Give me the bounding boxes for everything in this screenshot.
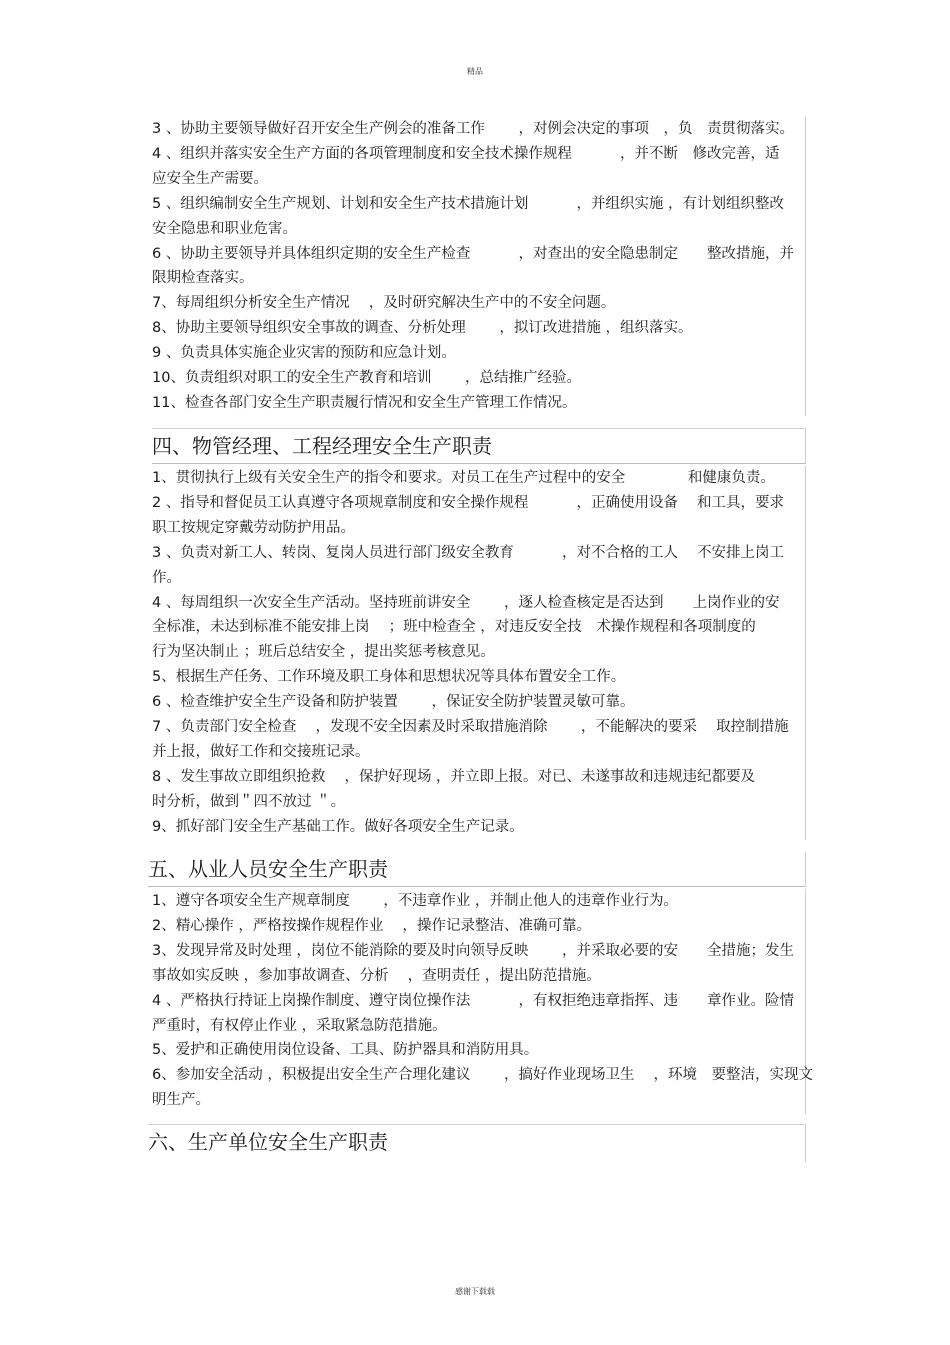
list-item: 8 、发生事故立即组织抢救 ，保护好现场 ，并立即上报。对已、未遂事故和违规违纪都要及 bbox=[152, 768, 756, 785]
list-item: 9、抓好部门安全生产基础工作。做好各项安全生产记录。 bbox=[152, 818, 524, 835]
list-item: 1、遵守各项安全生产规章制度 ，不违章作业 ，并制止他人的违章作业行为。 bbox=[152, 893, 678, 909]
list-item: 1、贯彻执行上级有关安全生产的指令和要求。对员工在生产过程中的安全 和健康负责。 bbox=[152, 470, 775, 486]
list-item: 职工按规定穿戴劳动防护用品。 bbox=[152, 519, 355, 536]
list-item: 安全隐患和职业危害。 bbox=[152, 220, 297, 237]
list-item: 4 、严格执行持证上岗操作制度、遵守岗位操作法 ，有权拒绝违章指挥、违 章作业。险情 bbox=[152, 992, 794, 1009]
list-item: 2、精心操作 ，严格按操作规程作业 ，操作记录整洁、准确可靠。 bbox=[152, 917, 591, 934]
list-item: 限期检查落实。 bbox=[152, 270, 254, 287]
list-item: 11、检查各部门安全生产职责履行情况和安全生产管理工作情况。 bbox=[152, 394, 577, 411]
list-item: 4 、每周组织一次安全生产活动。坚持班前讲安全 ，逐人检查核定是否达到 上岗作业的安 bbox=[152, 594, 780, 611]
list-item: 5、爱护和正确使用岗位设备、工具、防护器具和消防用具。 bbox=[152, 1042, 539, 1059]
list-item: 5、根据生产任务、工作环境及职工身体和思想状况等具体布置安全工作。 bbox=[152, 669, 626, 686]
list-item: 3 、协助主要领导做好召开安全生产例会的准备工作 ，对例会决定的事项 ，负 责贯彻落实。 bbox=[152, 121, 794, 137]
list-item: 并上报，做好工作和交接班记录。 bbox=[152, 743, 370, 760]
duties-block-1 bbox=[152, 117, 806, 416]
list-item: 5 、组织编制安全生产规划、计划和安全生产技术措施计划 ，并组织实施 ，有计划组织整改 bbox=[152, 195, 785, 212]
list-item: 8、协助主要领导组织安全事故的调查、分析处理 ，拟订改进措施 ，组织落实。 bbox=[152, 320, 693, 337]
list-item: 3、发现异常及时处理 ，岗位不能消除的要及时向领导反映 ，并采取必要的安 全措施；发生 bbox=[152, 942, 794, 959]
list-item: 6、参加安全活动 ，积极提出安全生产合理化建议 ，搞好作业现场卫生 ，环境 要整洁，实现文 bbox=[152, 1067, 814, 1084]
list-item: 行为坚决制止 ；班后总结安全 ，提出奖惩考核意见。 bbox=[152, 644, 495, 661]
list-item: 4 、组织并落实安全生产方面的各项管理制度和安全技术操作规程 ，并不断 修改完善，适 bbox=[152, 145, 780, 162]
list-item: 7、每周组织分析安全生产情况 ，及时研究解决生产中的不安全问题。 bbox=[152, 295, 616, 312]
duties-block-4 bbox=[152, 466, 806, 840]
list-item: 事故如实反映 ，参加事故调查、分析 ，查明责任 ，提出防范措施。 bbox=[152, 967, 601, 984]
list-item: 严重时，有权停止作业 ，采取紧急防范措施。 bbox=[152, 1017, 447, 1034]
list-item: 6 、检查维护安全生产设备和防护装置 ，保证安全防护装置灵敏可靠。 bbox=[152, 694, 635, 711]
section-6-title: 六、生产单位安全生产职责 bbox=[148, 1124, 806, 1162]
list-item: 作。 bbox=[152, 569, 181, 586]
duties-block-5 bbox=[152, 889, 814, 1114]
section-4-title: 四、物管经理、工程经理安全生产职责 bbox=[152, 428, 806, 464]
section-5-title: 五、从业人员安全生产职责 bbox=[148, 852, 806, 887]
list-item: 时分析，做到＂四不放过 ＂。 bbox=[152, 793, 346, 810]
list-item: 全标准，未达到标准不能安排上岗 ；班中检查全 ，对违反安全技 术操作规程和各项制度的 bbox=[152, 619, 756, 636]
list-item: 2 、指导和督促员工认真遵守各项规章制度和安全操作规程 ，正确使用设备 和工具，要求 bbox=[152, 494, 785, 511]
list-item: 10、负责组织对职工的安全生产教育和培训 ，总结推广经验。 bbox=[152, 370, 582, 387]
list-item: 应安全生产需要。 bbox=[152, 170, 268, 187]
list-item: 9 、负责具体实施企业灾害的预防和应急计划。 bbox=[152, 345, 456, 362]
list-item: 3 、负责对新工人、转岗、复岗人员进行部门级安全教育 ，对不合格的工人 不安排上岗工 bbox=[152, 544, 785, 561]
list-item: 明生产。 bbox=[152, 1092, 210, 1109]
list-item: 6 、协助主要领导并具体组织定期的安全生产检查 ，对查出的安全隐患制定 整改措施，并 bbox=[152, 245, 794, 262]
list-item: 7 、负责部门安全检查 ，发现不安全因素及时采取措施消除 ，不能解决的要采 取控制措施 bbox=[152, 719, 789, 736]
page-header: 精品 bbox=[467, 67, 483, 76]
page-footer: 感谢下载载 bbox=[455, 1287, 495, 1296]
